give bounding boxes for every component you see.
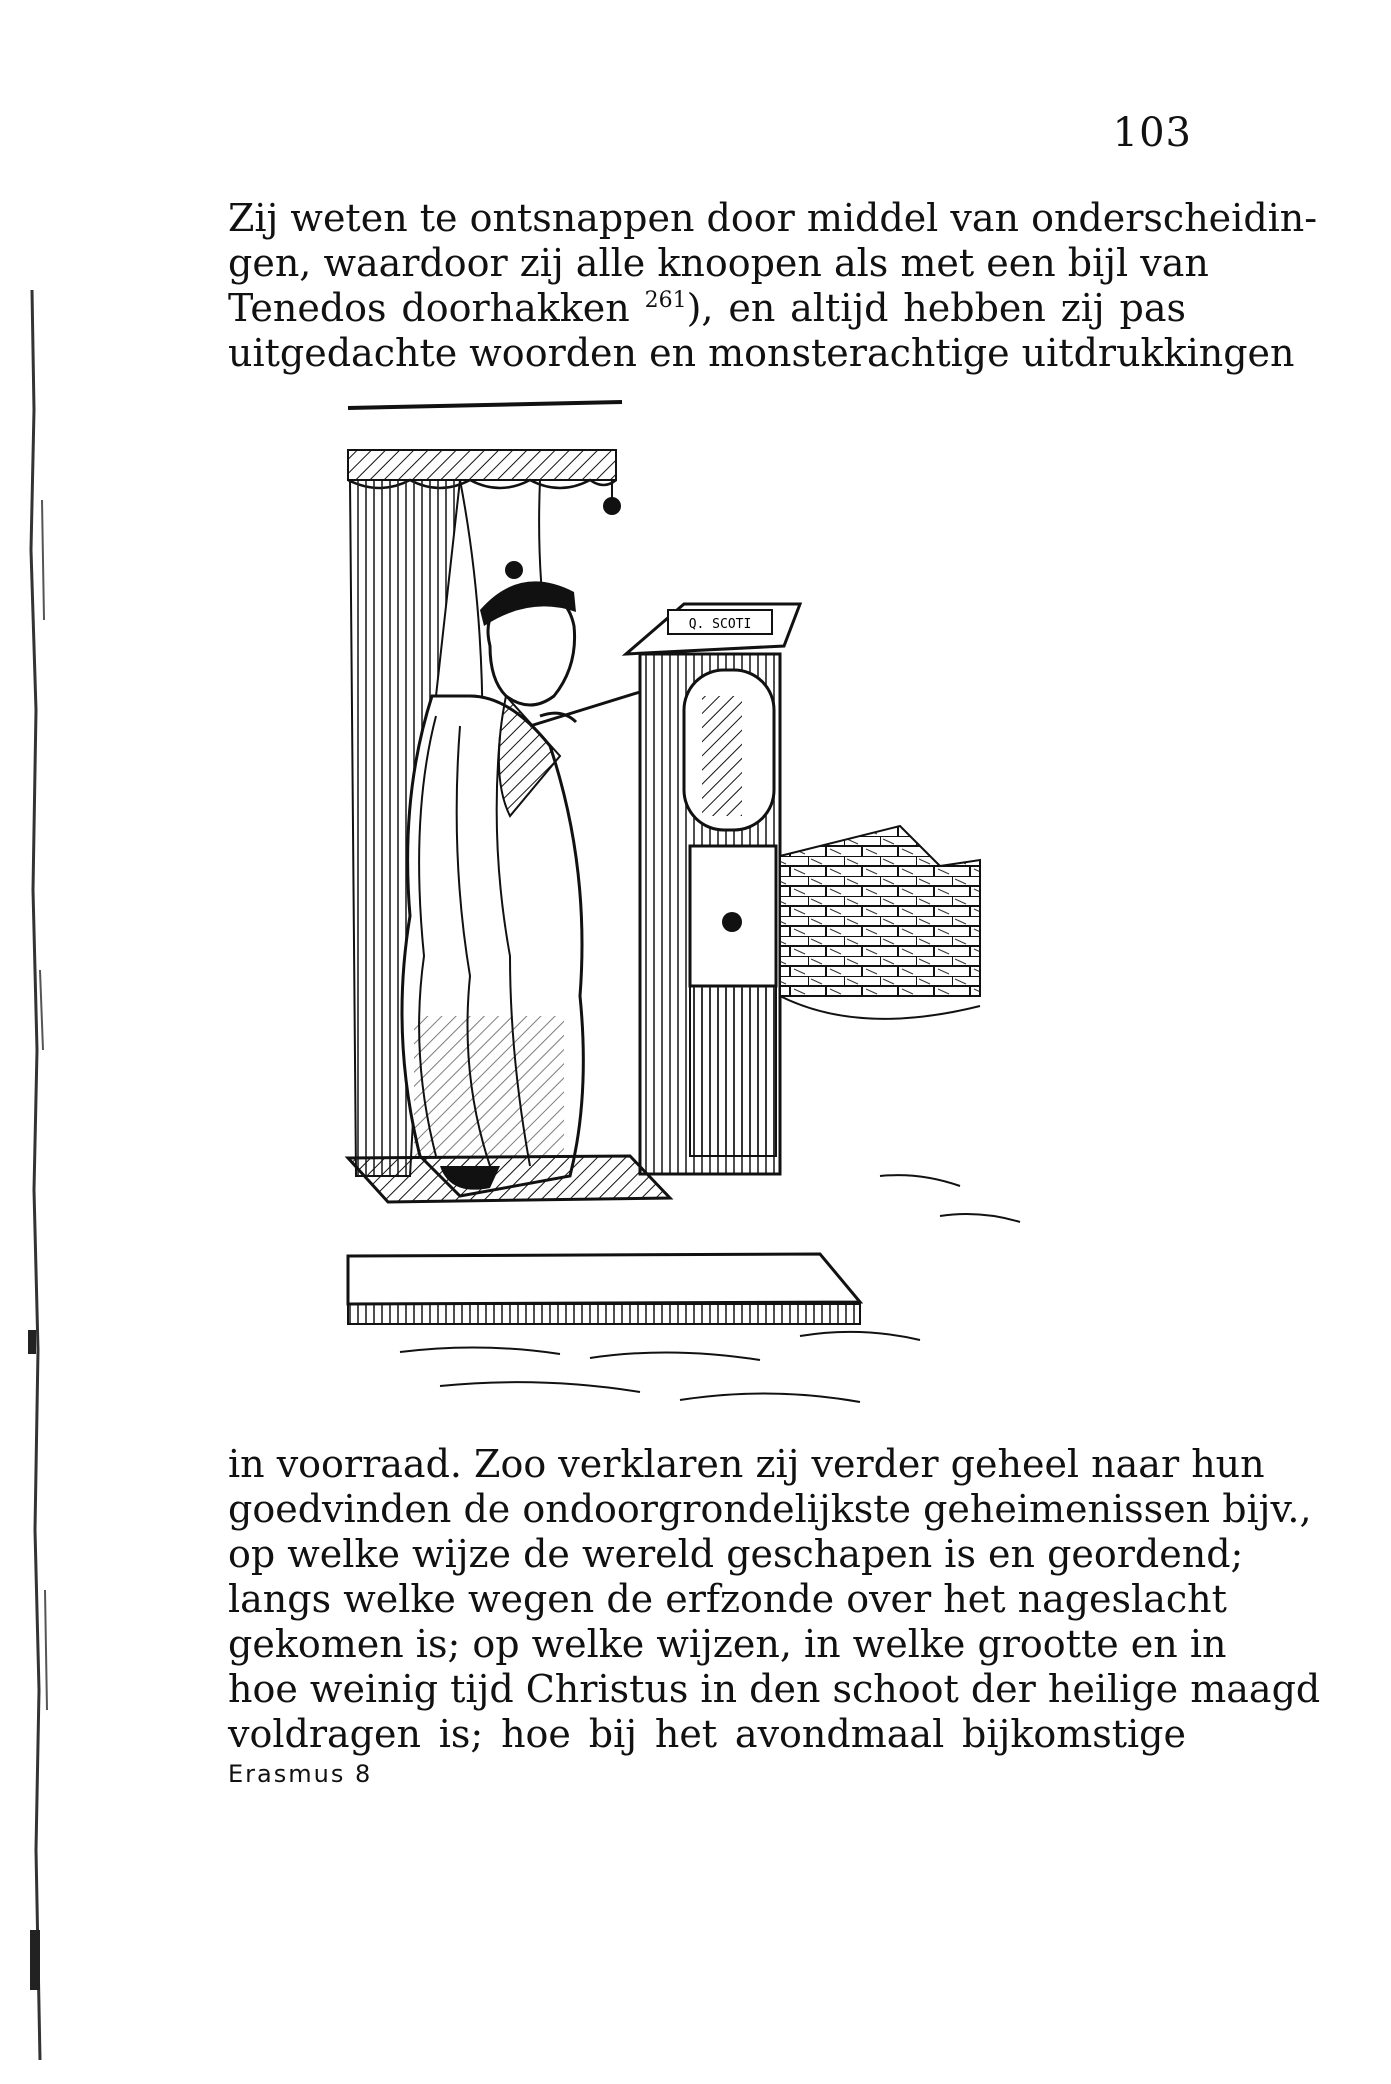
paragraph-bottom xyxy=(228,1442,1321,1757)
text-line: uitgedachte woorden en monsterachtige uitdrukkingen xyxy=(228,331,1295,375)
text-line: op welke wijze de wereld geschapen is en geordend; xyxy=(228,1532,1244,1576)
footnote-marker: 261 xyxy=(644,288,687,313)
text-line: in voorraad. Zoo verklaren zij verder geheel naar hun xyxy=(228,1442,1265,1486)
text-line: langs welke wegen de erfzonde over het nageslacht xyxy=(228,1577,1227,1621)
text-line: hoe weinig tijd Christus in den schoot der heilige maagd xyxy=(228,1667,1321,1711)
text-line: voldragen is; hoe bij het avondmaal bijkomstige xyxy=(228,1712,1186,1756)
paragraph-top xyxy=(228,196,1318,376)
page-number: 103 xyxy=(1112,110,1192,156)
printer-signature: Erasmus 8 xyxy=(228,1760,373,1788)
book-label: Q. SCOTI xyxy=(688,617,752,632)
text-line: Tenedos doorhakken $^{261}$), en altijd hebben zij pas xyxy=(228,286,1186,330)
scan-edge xyxy=(18,290,58,2060)
text-line: goedvinden de ondoorgrondelijkste geheimenissen bijv., xyxy=(228,1487,1312,1531)
text-line: gen, waardoor zij alle knoopen als met een bijl van xyxy=(228,241,1209,285)
woodcut-illustration xyxy=(340,396,1112,1412)
text-line: gekomen is; op welke wijzen, in welke grootte en in xyxy=(228,1622,1227,1666)
text-line: Zij weten te ontsnappen door middel van onderscheidin- xyxy=(228,196,1318,240)
